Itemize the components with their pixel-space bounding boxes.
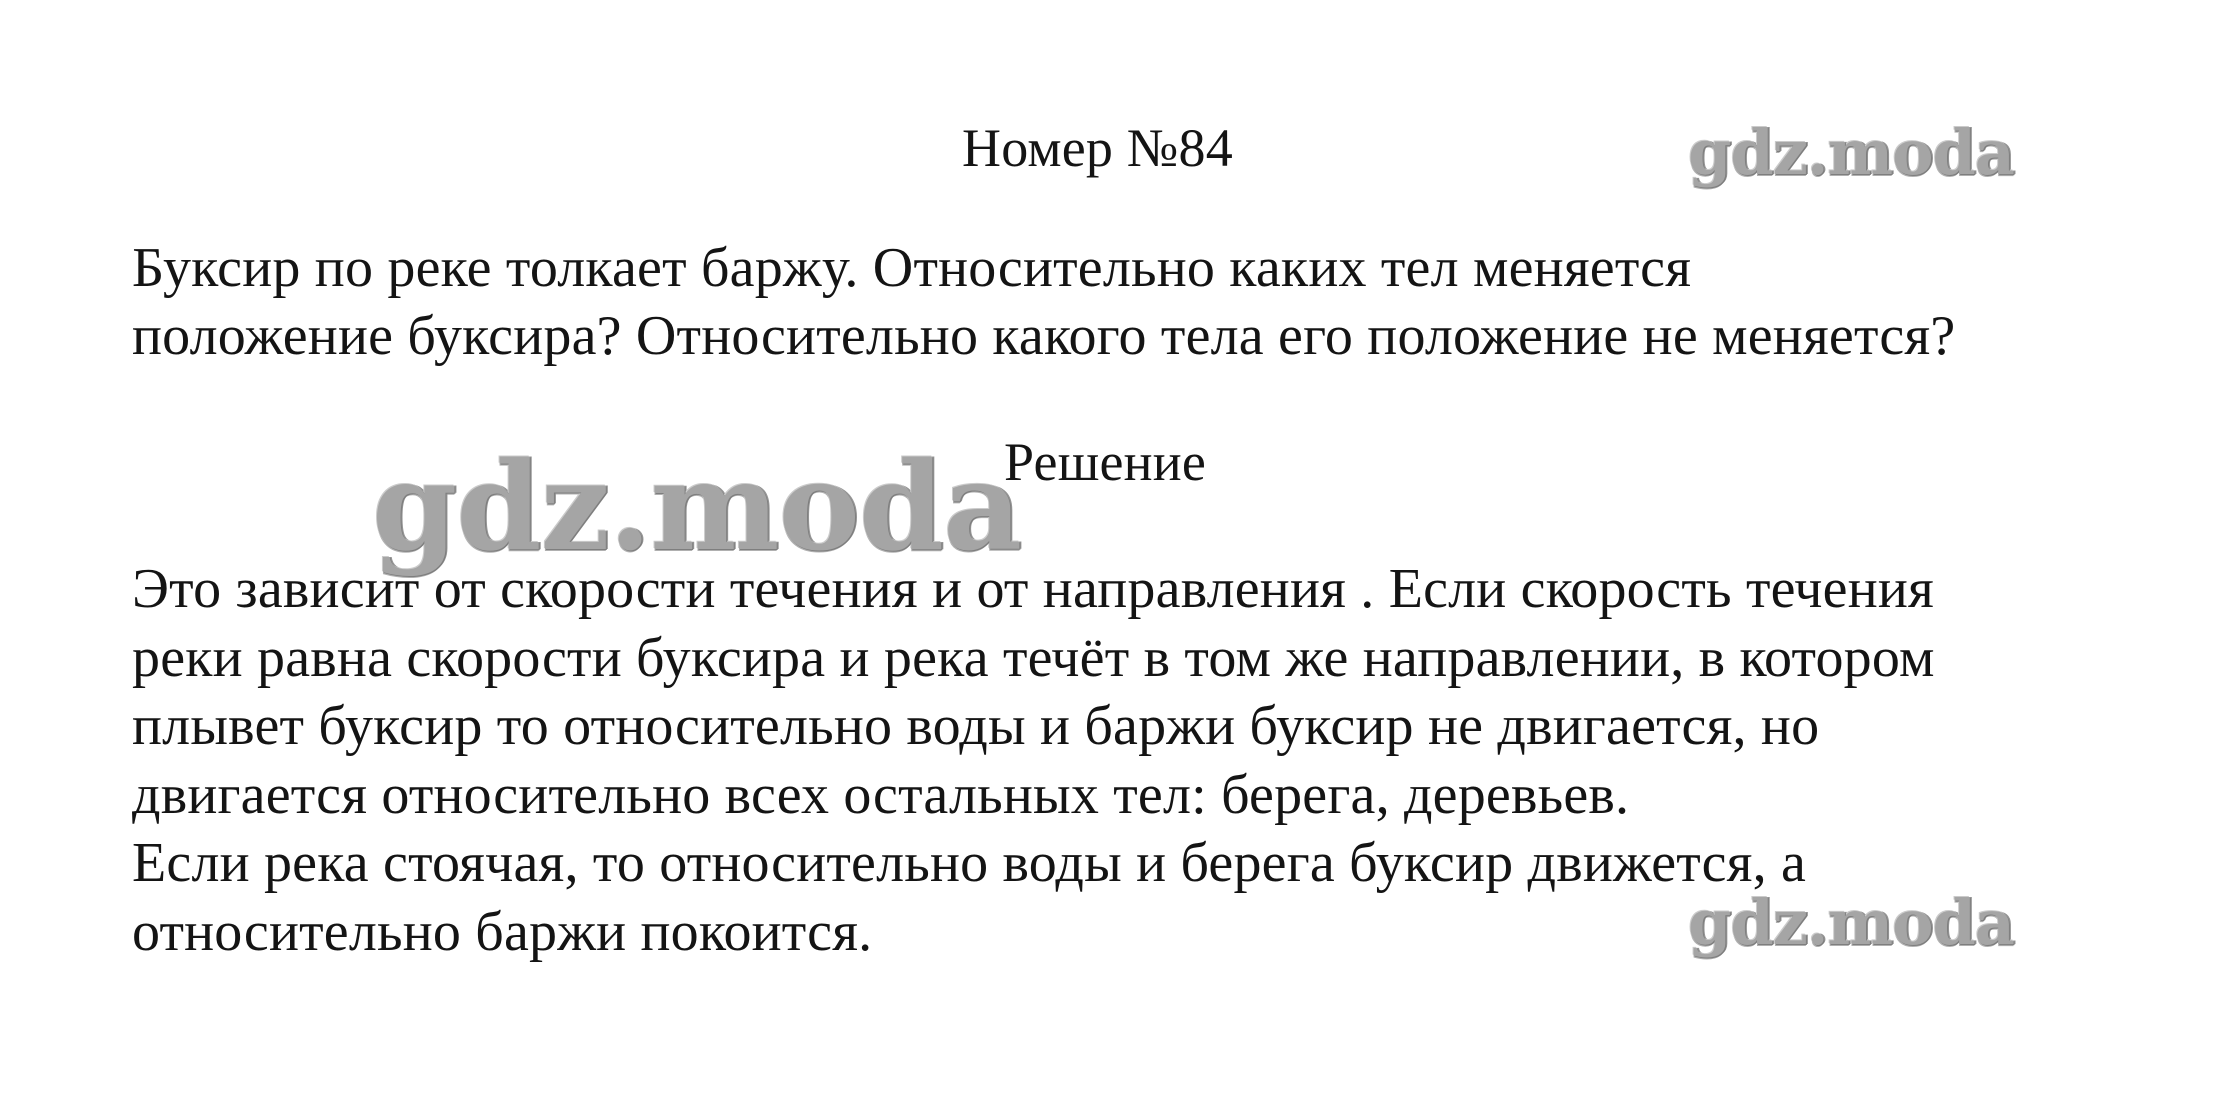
- watermark-middle: gdz.moda: [372, 434, 1022, 578]
- watermark-bottom: gdz.moda: [1688, 886, 2014, 959]
- watermark-top: gdz.moda: [1688, 116, 2014, 189]
- answer-line-1: Это зависит от скорости течения и от направления . Если скорость течения: [132, 558, 1934, 620]
- question-line-1: Буксир по реке толкает баржу. Относительно каких тел меняется: [132, 237, 1692, 299]
- task-title: Номер №84: [962, 118, 1233, 178]
- answer-line-6: относительно баржи покоится.: [132, 901, 873, 963]
- answer-line-4: двигается относительно всех остальных тел: берега, деревьев.: [132, 764, 1630, 826]
- answer-line-3: плывет буксир то относительно воды и баржи буксир не двигается, но: [132, 695, 1820, 757]
- question-line-2: положение буксира? Относительно какого тела его положение не меняется?: [132, 305, 1956, 367]
- solution-heading: Решение: [1004, 432, 1207, 492]
- answer-line-5: Если река стоячая, то относительно воды и берега буксир движется, а: [132, 832, 1807, 894]
- answer-line-2: реки равна скорости буксира и река течёт в том же направлении, в котором: [132, 627, 1935, 689]
